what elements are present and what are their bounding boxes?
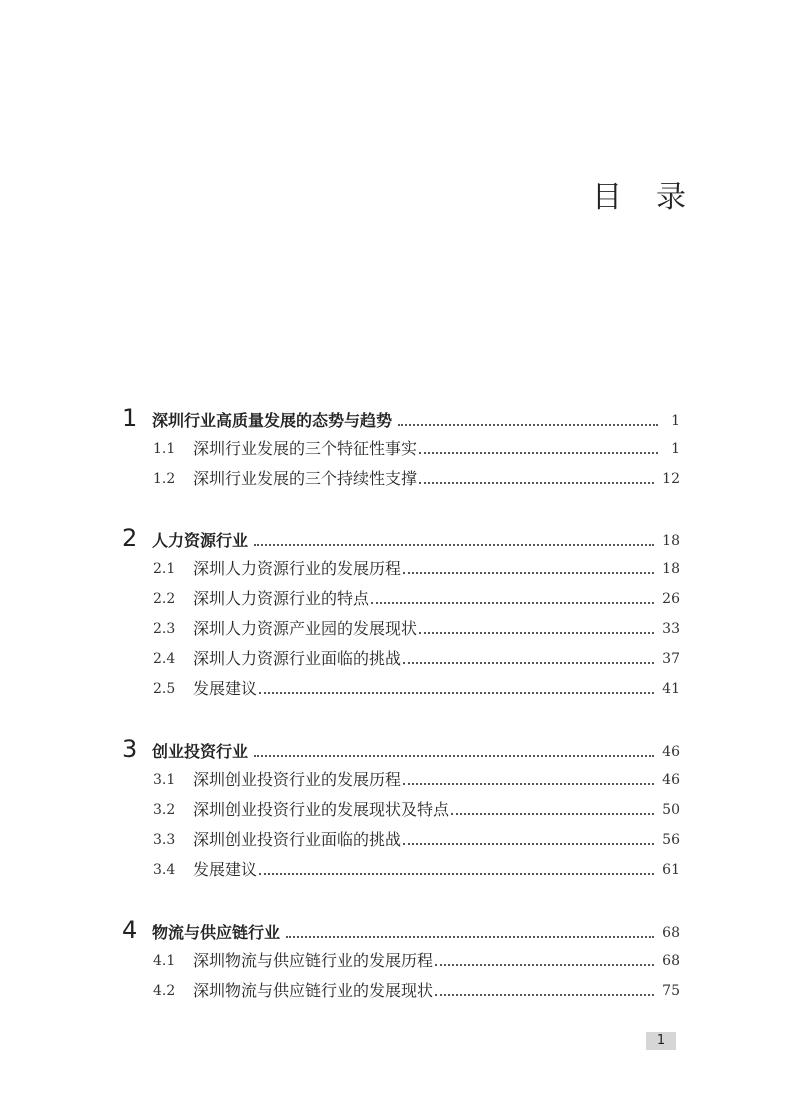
section-title: 深圳人力资源产业园的发展现状 <box>193 619 418 638</box>
section-title: 深圳人力资源行业面临的挑战 <box>193 649 402 668</box>
leader-dots <box>254 754 654 757</box>
section-title: 深圳行业发展的三个特征性事实 <box>193 439 418 458</box>
title-char-1: 目 <box>592 180 622 215</box>
toc-section[interactable] <box>153 646 680 670</box>
toc-section[interactable] <box>153 978 680 1002</box>
section-number: 2.5 <box>153 681 176 697</box>
section-page: 18 <box>662 561 680 577</box>
section-number: 3.2 <box>153 802 176 818</box>
section-page: 75 <box>662 983 680 999</box>
section-title: 发展建议 <box>193 860 258 879</box>
leader-dots <box>398 423 658 426</box>
toc-section[interactable] <box>153 556 680 580</box>
section-page: 68 <box>662 953 680 969</box>
toc-section[interactable] <box>153 436 680 460</box>
chapter-title: 深圳行业高质量发展的态势与趋势 <box>152 411 393 430</box>
section-page: 37 <box>662 651 680 667</box>
chapter-title: 创业投资行业 <box>152 742 249 761</box>
section-number: 3.4 <box>153 862 176 878</box>
toc-chapter[interactable] <box>122 916 680 944</box>
toc-section[interactable] <box>153 767 680 791</box>
section-title: 深圳创业投资行业面临的挑战 <box>193 830 402 849</box>
section-number: 2.4 <box>153 651 176 667</box>
leader-dots <box>419 481 654 484</box>
section-title: 深圳创业投资行业的发展历程 <box>193 770 402 789</box>
leader-dots <box>451 812 654 815</box>
chapter-number: 1 <box>122 404 138 432</box>
section-title: 深圳物流与供应链行业的发展历程 <box>193 951 434 970</box>
leader-dots <box>259 691 654 694</box>
section-page: 1 <box>671 441 680 457</box>
toc-section[interactable] <box>153 797 680 821</box>
leader-dots <box>435 993 654 996</box>
section-page: 41 <box>662 681 680 697</box>
section-title: 发展建议 <box>193 679 258 698</box>
leader-dots <box>403 842 654 845</box>
section-number: 2.1 <box>153 561 176 577</box>
section-page: 26 <box>662 591 680 607</box>
toc-section[interactable] <box>153 616 680 640</box>
section-page: 50 <box>662 802 680 818</box>
leader-dots <box>435 963 654 966</box>
toc-section[interactable] <box>153 466 680 490</box>
toc-section[interactable] <box>153 586 680 610</box>
chapter-number: 4 <box>122 916 138 944</box>
leader-dots <box>403 571 654 574</box>
toc-section[interactable] <box>153 827 680 851</box>
section-number: 2.3 <box>153 621 176 637</box>
leader-dots <box>259 872 654 875</box>
section-title: 深圳人力资源行业的发展历程 <box>193 559 402 578</box>
chapter-number: 2 <box>122 524 138 552</box>
chapter-title: 物流与供应链行业 <box>152 923 281 942</box>
leader-dots <box>254 543 654 546</box>
section-page: 61 <box>662 862 680 878</box>
section-number: 1.1 <box>153 441 176 457</box>
toc-chapter[interactable] <box>122 404 680 432</box>
section-page: 33 <box>662 621 680 637</box>
chapter-page: 68 <box>662 925 680 941</box>
section-number: 3.1 <box>153 772 176 788</box>
section-number: 4.1 <box>153 953 176 969</box>
leader-dots <box>403 661 654 664</box>
section-page: 56 <box>662 832 680 848</box>
leader-dots <box>419 631 654 634</box>
section-page: 12 <box>662 471 680 487</box>
chapter-title: 人力资源行业 <box>152 531 249 550</box>
leader-dots <box>419 451 658 454</box>
page-title <box>592 172 686 216</box>
title-char-2: 录 <box>656 180 686 215</box>
toc-section[interactable] <box>153 857 680 881</box>
toc-section[interactable] <box>153 948 680 972</box>
toc-chapter[interactable] <box>122 524 680 552</box>
chapter-page: 46 <box>662 744 680 760</box>
section-title: 深圳人力资源行业的特点 <box>193 589 370 608</box>
section-page: 46 <box>662 772 680 788</box>
leader-dots <box>403 782 654 785</box>
toc-section[interactable] <box>153 676 680 700</box>
section-number: 2.2 <box>153 591 176 607</box>
chapter-page: 1 <box>671 413 680 429</box>
leader-dots <box>371 601 654 604</box>
chapter-number: 3 <box>122 735 138 763</box>
section-title: 深圳行业发展的三个持续性支撑 <box>193 469 418 488</box>
section-number: 4.2 <box>153 983 176 999</box>
leader-dots <box>286 935 654 938</box>
chapter-page: 18 <box>662 533 680 549</box>
section-number: 1.2 <box>153 471 176 487</box>
section-number: 3.3 <box>153 832 176 848</box>
section-title: 深圳创业投资行业的发展现状及特点 <box>193 800 450 819</box>
page-number-badge: 1 <box>646 1032 676 1050</box>
toc-chapter[interactable] <box>122 735 680 763</box>
section-title: 深圳物流与供应链行业的发展现状 <box>193 981 434 1000</box>
